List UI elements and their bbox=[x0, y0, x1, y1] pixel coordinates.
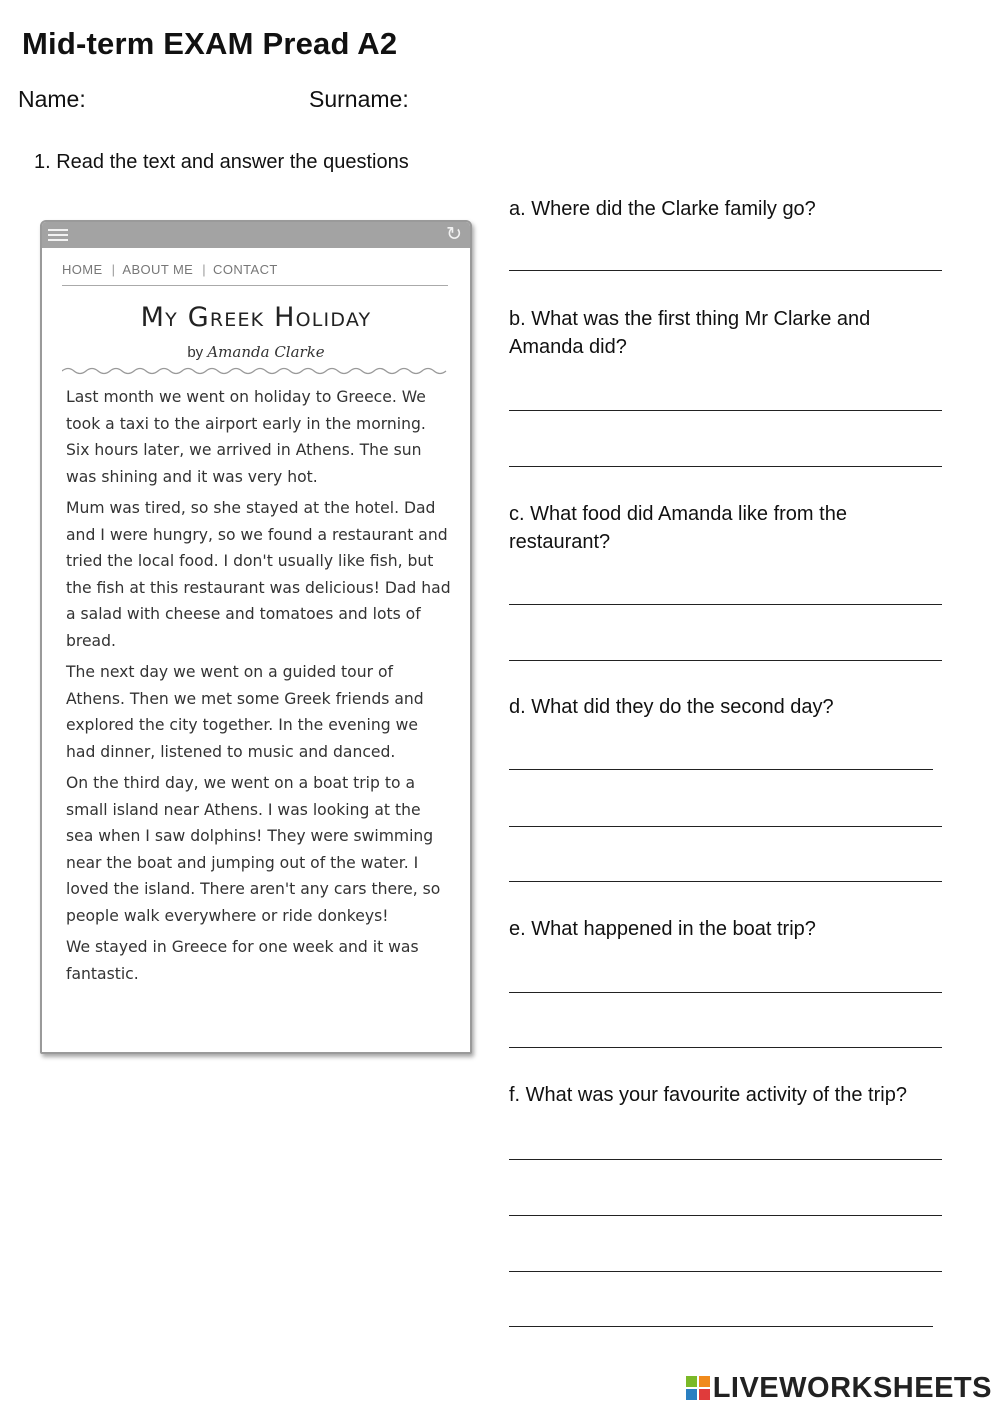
answer-line[interactable] bbox=[509, 992, 942, 993]
name-label: Name: bbox=[18, 86, 86, 112]
answer-line[interactable] bbox=[509, 1326, 933, 1327]
author-name: Amanda Clarke bbox=[207, 343, 325, 361]
wavy-divider bbox=[62, 366, 448, 376]
liveworksheets-logo bbox=[686, 1372, 992, 1405]
question-f: f. What was your favourite activity of the trip? bbox=[509, 1084, 907, 1106]
question-b: b. What was the first thing Mr Clarke and Amanda did? bbox=[509, 308, 871, 358]
answer-line[interactable] bbox=[509, 881, 942, 882]
logo-icon bbox=[686, 1376, 710, 1400]
page-title: Mid-term EXAM Pread A2 bbox=[22, 26, 398, 61]
question-a: a. Where did the Clarke family go? bbox=[509, 198, 816, 220]
byline bbox=[42, 343, 470, 361]
nav-home: HOME bbox=[62, 262, 103, 277]
answer-line[interactable] bbox=[509, 1047, 942, 1048]
question-c: c. What food did Amanda like from the restaurant? bbox=[509, 503, 847, 553]
nav-separator: | bbox=[111, 262, 116, 277]
card-nav bbox=[62, 262, 448, 286]
answer-line[interactable] bbox=[509, 1271, 942, 1272]
answer-line[interactable] bbox=[509, 270, 942, 271]
story-paragraph: The next day we went on a guided tour of Athens. Then we met some Greek friends and explored the city together. In the evening we had dinner, listened to music and danced. bbox=[66, 663, 424, 761]
reading-text-card bbox=[40, 220, 472, 1054]
story-text bbox=[66, 384, 452, 992]
answer-line[interactable] bbox=[509, 660, 942, 661]
card-title-bar bbox=[42, 222, 470, 248]
question-d: d. What did they do the second day? bbox=[509, 696, 834, 718]
answer-line[interactable] bbox=[509, 826, 942, 827]
nav-contact: CONTACT bbox=[213, 262, 278, 277]
question-e: e. What happened in the boat trip? bbox=[509, 918, 816, 940]
menu-icon bbox=[48, 229, 68, 241]
story-paragraph: On the third day, we went on a boat trip to a small island near Athens. I was looking at the sea when I saw dolphins! They were swimming near the boat and jumping out of the water. I loved the island. There aren't any cars there, so people walk everywhere or ride donkeys! bbox=[66, 774, 441, 925]
nav-separator: | bbox=[202, 262, 207, 277]
answer-line[interactable] bbox=[509, 466, 942, 467]
brand-text: LIVEWORKSHEETS bbox=[712, 1372, 992, 1404]
answer-line[interactable] bbox=[509, 410, 942, 411]
answer-line[interactable] bbox=[509, 769, 933, 770]
surname-label: Surname: bbox=[309, 86, 409, 112]
answer-line[interactable] bbox=[509, 1159, 942, 1160]
post-title: My Greek Holiday bbox=[140, 302, 372, 333]
story-paragraph: Last month we went on holiday to Greece. We took a taxi to the airport early in the morning. Six hours later, we arrived in Athens. The sun was shining and it was very hot. bbox=[66, 388, 426, 486]
story-paragraph: We stayed in Greece for one week and it was fantastic. bbox=[66, 938, 419, 983]
nav-about-me: ABOUT ME bbox=[122, 262, 194, 277]
answer-line[interactable] bbox=[509, 1215, 942, 1216]
instruction-text: 1. Read the text and answer the questions bbox=[34, 151, 409, 173]
story-paragraph: Mum was tired, so she stayed at the hotel. Dad and I were hungry, so we found a restaurant and tried the local food. I don't usually like fish, but the fish at this restaurant was delicious! Dad had a salad with cheese and tomatoes and lots of bread. bbox=[66, 499, 451, 650]
byline-prefix: by bbox=[187, 344, 204, 361]
answer-line[interactable] bbox=[509, 604, 942, 605]
refresh-icon: ↻ bbox=[446, 224, 462, 245]
